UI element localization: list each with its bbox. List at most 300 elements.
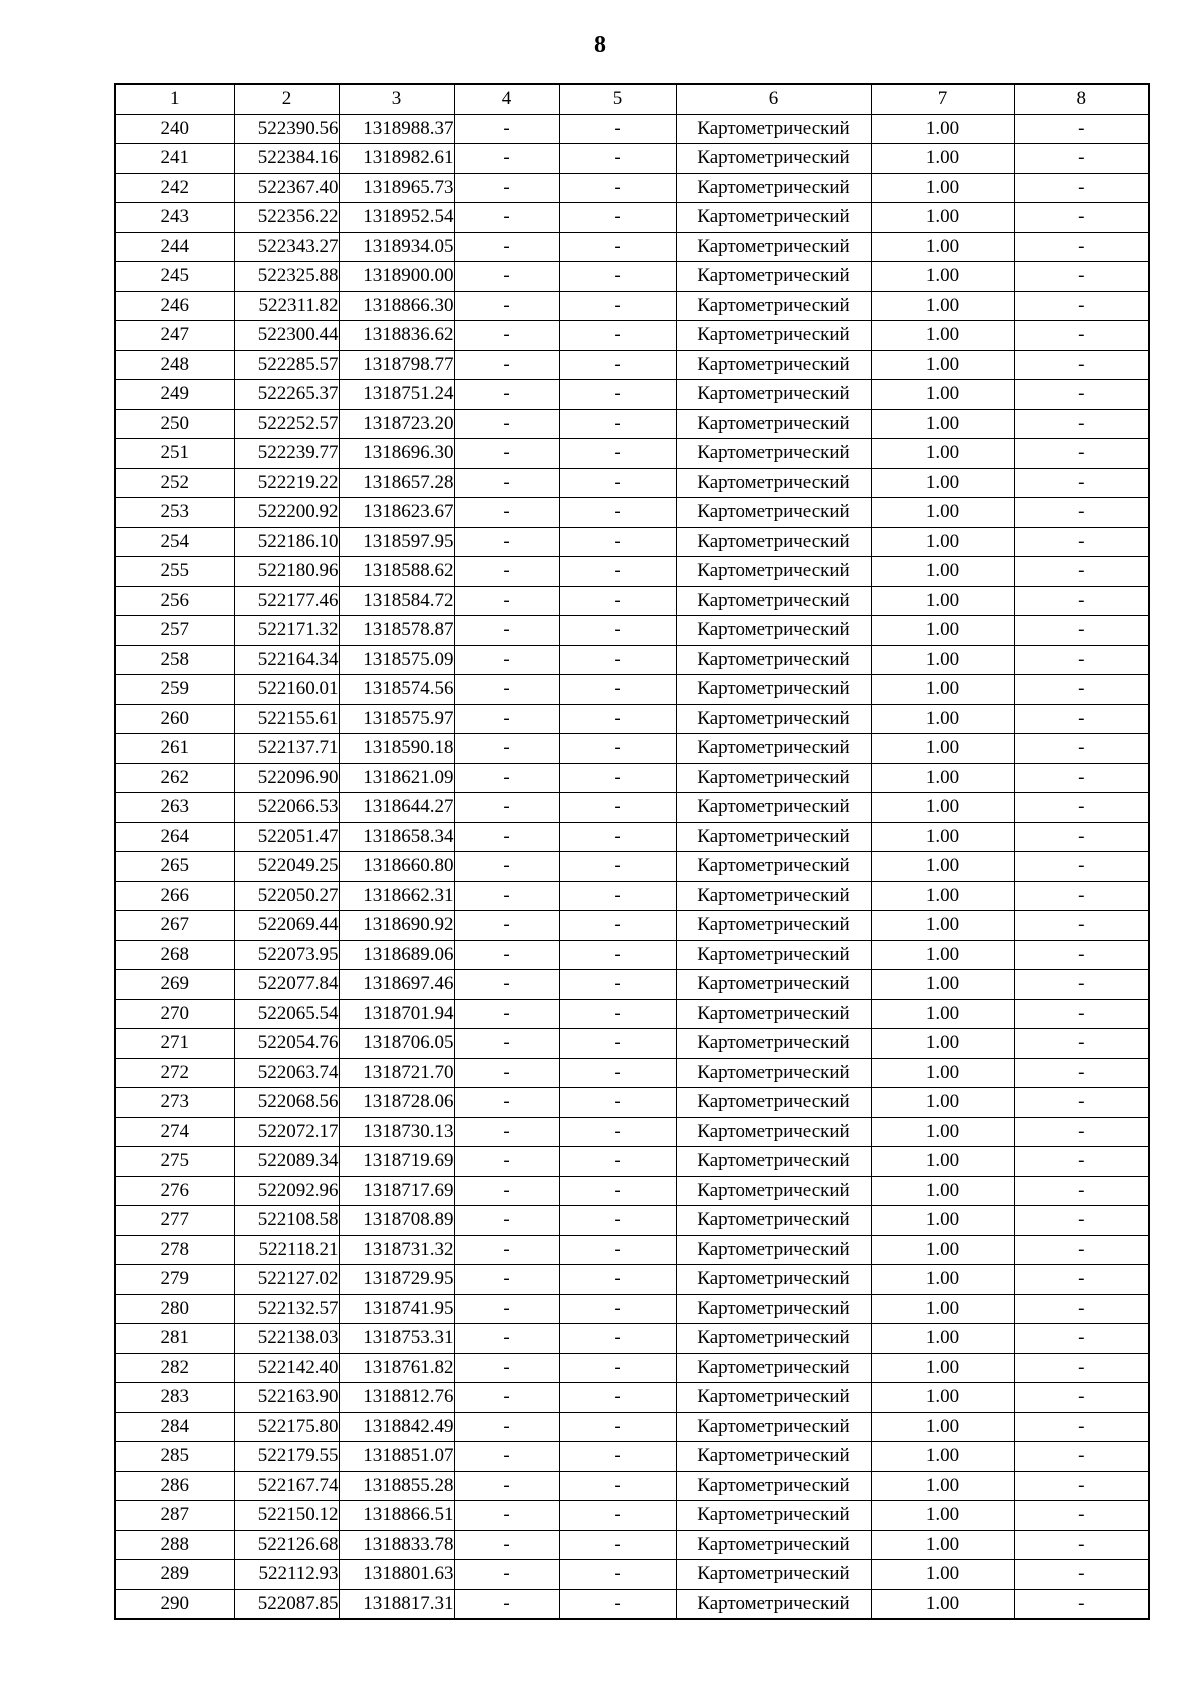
method-cell: Картометрический [676,734,871,764]
y-coordinate-cell: 1318588.62 [339,557,454,587]
y-coordinate-cell: 1318728.06 [339,1088,454,1118]
point-number-cell: 265 [115,852,234,882]
method-cell: Картометрический [676,1501,871,1531]
column-5-cell: - [559,852,676,882]
method-cell: Картометрический [676,527,871,557]
y-coordinate-cell: 1318866.51 [339,1501,454,1531]
column-4-cell: - [454,1501,559,1531]
table-row [115,645,1149,675]
column-header: 2 [234,84,339,114]
x-coordinate-cell: 522112.93 [234,1560,339,1590]
precision-cell: 1.00 [871,1058,1014,1088]
x-coordinate-cell: 522311.82 [234,291,339,321]
point-number-cell: 280 [115,1294,234,1324]
column-8-cell: - [1014,704,1149,734]
column-8-cell: - [1014,173,1149,203]
column-5-cell: - [559,262,676,292]
y-coordinate-cell: 1318982.61 [339,144,454,174]
y-coordinate-cell: 1318866.30 [339,291,454,321]
column-4-cell: - [454,173,559,203]
column-4-cell: - [454,291,559,321]
x-coordinate-cell: 522089.34 [234,1147,339,1177]
y-coordinate-cell: 1318575.09 [339,645,454,675]
table-row [115,1147,1149,1177]
method-cell: Картометрический [676,1442,871,1472]
point-number-cell: 250 [115,409,234,439]
x-coordinate-cell: 522200.92 [234,498,339,528]
precision-cell: 1.00 [871,1029,1014,1059]
column-5-cell: - [559,1117,676,1147]
table-row [115,1353,1149,1383]
column-4-cell: - [454,1265,559,1295]
table-row [115,557,1149,587]
y-coordinate-cell: 1318730.13 [339,1117,454,1147]
x-coordinate-cell: 522126.68 [234,1530,339,1560]
column-5-cell: - [559,114,676,144]
y-coordinate-cell: 1318697.46 [339,970,454,1000]
precision-cell: 1.00 [871,203,1014,233]
precision-cell: 1.00 [871,468,1014,498]
column-8-cell: - [1014,262,1149,292]
column-4-cell: - [454,822,559,852]
precision-cell: 1.00 [871,1530,1014,1560]
column-8-cell: - [1014,586,1149,616]
column-5-cell: - [559,704,676,734]
method-cell: Картометрический [676,645,871,675]
column-4-cell: - [454,1560,559,1590]
column-8-cell: - [1014,675,1149,705]
point-number-cell: 260 [115,704,234,734]
column-8-cell: - [1014,616,1149,646]
point-number-cell: 247 [115,321,234,351]
column-5-cell: - [559,291,676,321]
x-coordinate-cell: 522300.44 [234,321,339,351]
column-5-cell: - [559,645,676,675]
column-4-cell: - [454,527,559,557]
method-cell: Картометрический [676,1412,871,1442]
point-number-cell: 267 [115,911,234,941]
column-8-cell: - [1014,1176,1149,1206]
x-coordinate-cell: 522167.74 [234,1471,339,1501]
y-coordinate-cell: 1318801.63 [339,1560,454,1590]
table-row [115,262,1149,292]
column-5-cell: - [559,911,676,941]
column-4-cell: - [454,793,559,823]
y-coordinate-cell: 1318900.00 [339,262,454,292]
x-coordinate-cell: 522163.90 [234,1383,339,1413]
method-cell: Картометрический [676,1560,871,1590]
precision-cell: 1.00 [871,262,1014,292]
column-5-cell: - [559,1501,676,1531]
precision-cell: 1.00 [871,291,1014,321]
point-number-cell: 287 [115,1501,234,1531]
point-number-cell: 254 [115,527,234,557]
table-row [115,1324,1149,1354]
column-5-cell: - [559,1147,676,1177]
precision-cell: 1.00 [871,1442,1014,1472]
point-number-cell: 264 [115,822,234,852]
column-5-cell: - [559,321,676,351]
y-coordinate-cell: 1318590.18 [339,734,454,764]
table-row [115,1058,1149,1088]
x-coordinate-cell: 522132.57 [234,1294,339,1324]
point-number-cell: 274 [115,1117,234,1147]
point-number-cell: 263 [115,793,234,823]
column-8-cell: - [1014,1029,1149,1059]
method-cell: Картометрический [676,704,871,734]
point-number-cell: 282 [115,1353,234,1383]
precision-cell: 1.00 [871,1353,1014,1383]
precision-cell: 1.00 [871,970,1014,1000]
precision-cell: 1.00 [871,144,1014,174]
precision-cell: 1.00 [871,557,1014,587]
column-5-cell: - [559,1383,676,1413]
column-4-cell: - [454,498,559,528]
x-coordinate-cell: 522179.55 [234,1442,339,1472]
table-row [115,911,1149,941]
x-coordinate-cell: 522367.40 [234,173,339,203]
precision-cell: 1.00 [871,1265,1014,1295]
x-coordinate-cell: 522092.96 [234,1176,339,1206]
precision-cell: 1.00 [871,999,1014,1029]
y-coordinate-cell: 1318574.56 [339,675,454,705]
y-coordinate-cell: 1318658.34 [339,822,454,852]
precision-cell: 1.00 [871,586,1014,616]
y-coordinate-cell: 1318952.54 [339,203,454,233]
column-4-cell: - [454,911,559,941]
precision-cell: 1.00 [871,1324,1014,1354]
method-cell: Картометрический [676,940,871,970]
column-5-cell: - [559,1176,676,1206]
y-coordinate-cell: 1318836.62 [339,321,454,351]
method-cell: Картометрический [676,616,871,646]
x-coordinate-cell: 522186.10 [234,527,339,557]
point-number-cell: 281 [115,1324,234,1354]
x-coordinate-cell: 522108.58 [234,1206,339,1236]
y-coordinate-cell: 1318708.89 [339,1206,454,1236]
column-5-cell: - [559,173,676,203]
table-row [115,380,1149,410]
column-4-cell: - [454,999,559,1029]
column-5-cell: - [559,439,676,469]
x-coordinate-cell: 522164.34 [234,645,339,675]
y-coordinate-cell: 1318719.69 [339,1147,454,1177]
column-8-cell: - [1014,1324,1149,1354]
column-8-cell: - [1014,763,1149,793]
table-row [115,1029,1149,1059]
method-cell: Картометрический [676,763,871,793]
column-4-cell: - [454,1294,559,1324]
column-4-cell: - [454,1412,559,1442]
precision-cell: 1.00 [871,911,1014,941]
y-coordinate-cell: 1318597.95 [339,527,454,557]
y-coordinate-cell: 1318751.24 [339,380,454,410]
column-5-cell: - [559,203,676,233]
column-4-cell: - [454,1471,559,1501]
column-4-cell: - [454,262,559,292]
x-coordinate-cell: 522137.71 [234,734,339,764]
method-cell: Картометрический [676,1294,871,1324]
point-number-cell: 271 [115,1029,234,1059]
method-cell: Картометрический [676,439,871,469]
column-8-cell: - [1014,793,1149,823]
column-5-cell: - [559,763,676,793]
table-row [115,1501,1149,1531]
column-8-cell: - [1014,1353,1149,1383]
column-8-cell: - [1014,468,1149,498]
precision-cell: 1.00 [871,1589,1014,1619]
column-8-cell: - [1014,1560,1149,1590]
column-4-cell: - [454,468,559,498]
y-coordinate-cell: 1318812.76 [339,1383,454,1413]
table-row [115,675,1149,705]
method-cell: Картометрический [676,1324,871,1354]
column-8-cell: - [1014,1383,1149,1413]
column-5-cell: - [559,734,676,764]
point-number-cell: 251 [115,439,234,469]
x-coordinate-cell: 522138.03 [234,1324,339,1354]
column-5-cell: - [559,970,676,1000]
y-coordinate-cell: 1318575.97 [339,704,454,734]
column-4-cell: - [454,1235,559,1265]
x-coordinate-cell: 522160.01 [234,675,339,705]
point-number-cell: 269 [115,970,234,1000]
column-header: 3 [339,84,454,114]
table-row [115,291,1149,321]
method-cell: Картометрический [676,232,871,262]
column-4-cell: - [454,409,559,439]
table-row [115,1265,1149,1295]
table-row [115,1471,1149,1501]
point-number-cell: 257 [115,616,234,646]
table-row [115,881,1149,911]
table-row [115,1206,1149,1236]
precision-cell: 1.00 [871,675,1014,705]
column-5-cell: - [559,1206,676,1236]
point-number-cell: 272 [115,1058,234,1088]
table-row [115,173,1149,203]
precision-cell: 1.00 [871,1501,1014,1531]
table-row [115,1530,1149,1560]
precision-cell: 1.00 [871,645,1014,675]
table-row [115,527,1149,557]
table-row [115,1383,1149,1413]
column-5-cell: - [559,793,676,823]
method-cell: Картометрический [676,291,871,321]
point-number-cell: 266 [115,881,234,911]
column-5-cell: - [559,822,676,852]
table-row [115,822,1149,852]
column-5-cell: - [559,468,676,498]
column-5-cell: - [559,881,676,911]
precision-cell: 1.00 [871,704,1014,734]
method-cell: Картометрический [676,881,871,911]
table-row [115,1412,1149,1442]
column-5-cell: - [559,498,676,528]
column-8-cell: - [1014,881,1149,911]
y-coordinate-cell: 1318689.06 [339,940,454,970]
column-header: 1 [115,84,234,114]
column-8-cell: - [1014,1589,1149,1619]
y-coordinate-cell: 1318621.09 [339,763,454,793]
method-cell: Картометрический [676,144,871,174]
precision-cell: 1.00 [871,1206,1014,1236]
table-row [115,144,1149,174]
column-8-cell: - [1014,1530,1149,1560]
method-cell: Картометрический [676,350,871,380]
x-coordinate-cell: 522384.16 [234,144,339,174]
y-coordinate-cell: 1318644.27 [339,793,454,823]
table-row [115,468,1149,498]
x-coordinate-cell: 522069.44 [234,911,339,941]
column-5-cell: - [559,1265,676,1295]
point-number-cell: 244 [115,232,234,262]
precision-cell: 1.00 [871,940,1014,970]
column-8-cell: - [1014,498,1149,528]
point-number-cell: 289 [115,1560,234,1590]
column-5-cell: - [559,1088,676,1118]
table-row [115,114,1149,144]
column-4-cell: - [454,1029,559,1059]
column-8-cell: - [1014,350,1149,380]
table-row [115,763,1149,793]
x-coordinate-cell: 522239.77 [234,439,339,469]
point-number-cell: 256 [115,586,234,616]
table-row [115,498,1149,528]
column-8-cell: - [1014,114,1149,144]
table-row [115,940,1149,970]
point-number-cell: 252 [115,468,234,498]
point-number-cell: 246 [115,291,234,321]
y-coordinate-cell: 1318817.31 [339,1589,454,1619]
precision-cell: 1.00 [871,173,1014,203]
method-cell: Картометрический [676,409,871,439]
table-row [115,1176,1149,1206]
y-coordinate-cell: 1318701.94 [339,999,454,1029]
precision-cell: 1.00 [871,881,1014,911]
y-coordinate-cell: 1318761.82 [339,1353,454,1383]
point-number-cell: 262 [115,763,234,793]
column-5-cell: - [559,1353,676,1383]
y-coordinate-cell: 1318662.31 [339,881,454,911]
column-4-cell: - [454,645,559,675]
point-number-cell: 255 [115,557,234,587]
column-4-cell: - [454,144,559,174]
column-8-cell: - [1014,1265,1149,1295]
point-number-cell: 259 [115,675,234,705]
method-cell: Картометрический [676,586,871,616]
column-5-cell: - [559,1412,676,1442]
precision-cell: 1.00 [871,793,1014,823]
column-8-cell: - [1014,1294,1149,1324]
y-coordinate-cell: 1318855.28 [339,1471,454,1501]
column-4-cell: - [454,114,559,144]
column-4-cell: - [454,704,559,734]
point-number-cell: 273 [115,1088,234,1118]
column-4-cell: - [454,616,559,646]
precision-cell: 1.00 [871,1147,1014,1177]
column-8-cell: - [1014,527,1149,557]
column-4-cell: - [454,881,559,911]
point-number-cell: 249 [115,380,234,410]
table-row [115,1235,1149,1265]
method-cell: Картометрический [676,380,871,410]
y-coordinate-cell: 1318717.69 [339,1176,454,1206]
column-4-cell: - [454,763,559,793]
method-cell: Картометрический [676,498,871,528]
column-8-cell: - [1014,734,1149,764]
column-header: 6 [676,84,871,114]
precision-cell: 1.00 [871,763,1014,793]
point-number-cell: 270 [115,999,234,1029]
precision-cell: 1.00 [871,1471,1014,1501]
method-cell: Картометрический [676,1058,871,1088]
method-cell: Картометрический [676,970,871,1000]
column-4-cell: - [454,852,559,882]
x-coordinate-cell: 522063.74 [234,1058,339,1088]
column-4-cell: - [454,1383,559,1413]
precision-cell: 1.00 [871,1560,1014,1590]
column-5-cell: - [559,616,676,646]
column-5-cell: - [559,232,676,262]
column-5-cell: - [559,1442,676,1472]
page-number: 8 [594,32,606,58]
column-8-cell: - [1014,144,1149,174]
point-number-cell: 288 [115,1530,234,1560]
method-cell: Картометрический [676,1265,871,1295]
x-coordinate-cell: 522054.76 [234,1029,339,1059]
y-coordinate-cell: 1318842.49 [339,1412,454,1442]
column-8-cell: - [1014,409,1149,439]
method-cell: Картометрический [676,1353,871,1383]
method-cell: Картометрический [676,114,871,144]
precision-cell: 1.00 [871,1412,1014,1442]
column-8-cell: - [1014,940,1149,970]
y-coordinate-cell: 1318660.80 [339,852,454,882]
column-5-cell: - [559,1058,676,1088]
column-8-cell: - [1014,1235,1149,1265]
x-coordinate-cell: 522285.57 [234,350,339,380]
column-header: 8 [1014,84,1149,114]
column-4-cell: - [454,675,559,705]
point-number-cell: 240 [115,114,234,144]
method-cell: Картометрический [676,911,871,941]
precision-cell: 1.00 [871,1294,1014,1324]
method-cell: Картометрический [676,1147,871,1177]
x-coordinate-cell: 522096.90 [234,763,339,793]
column-8-cell: - [1014,1206,1149,1236]
column-8-cell: - [1014,822,1149,852]
method-cell: Картометрический [676,999,871,1029]
precision-cell: 1.00 [871,498,1014,528]
column-header: 4 [454,84,559,114]
table-row [115,734,1149,764]
point-number-cell: 276 [115,1176,234,1206]
x-coordinate-cell: 522343.27 [234,232,339,262]
y-coordinate-cell: 1318706.05 [339,1029,454,1059]
column-5-cell: - [559,586,676,616]
method-cell: Картометрический [676,173,871,203]
column-5-cell: - [559,350,676,380]
column-4-cell: - [454,203,559,233]
column-8-cell: - [1014,1117,1149,1147]
column-4-cell: - [454,1058,559,1088]
point-number-cell: 277 [115,1206,234,1236]
method-cell: Картометрический [676,321,871,351]
column-5-cell: - [559,557,676,587]
column-8-cell: - [1014,439,1149,469]
table-row [115,232,1149,262]
